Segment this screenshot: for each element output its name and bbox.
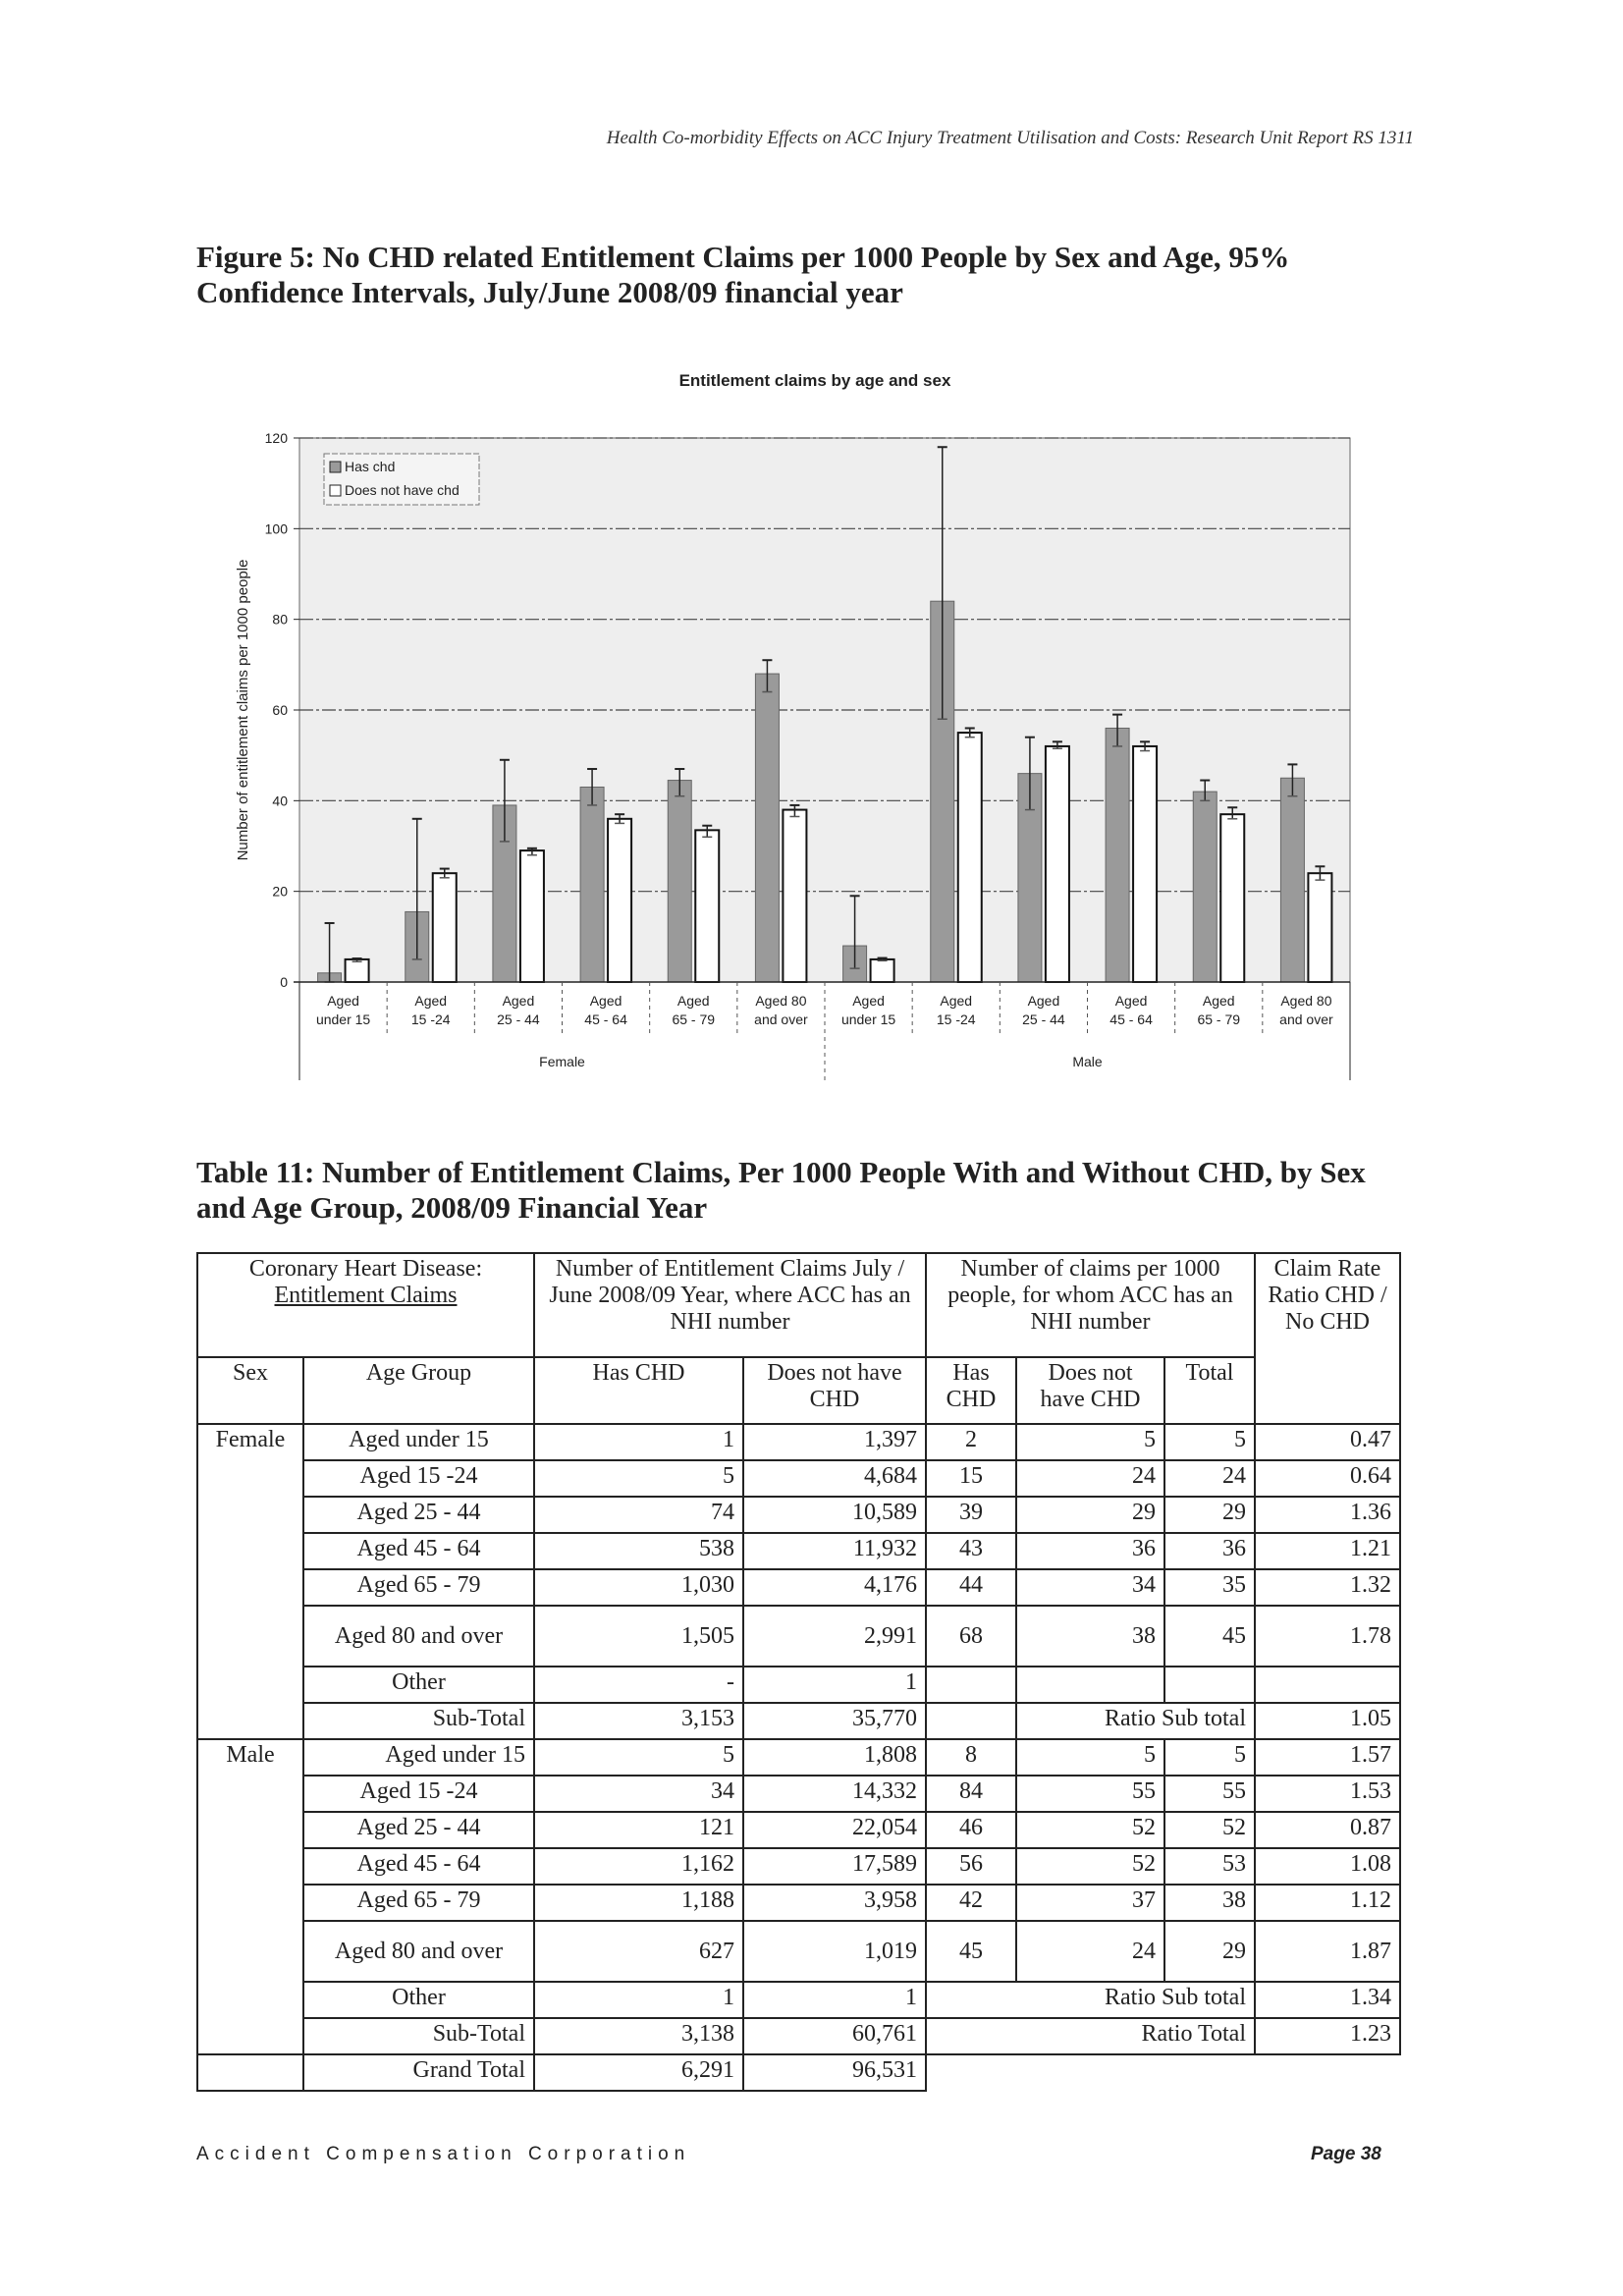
- rate-ratio-cell: 1.36: [1255, 1497, 1400, 1533]
- bar-no-chd: [608, 819, 631, 982]
- x-category-label: Aged 80: [1280, 993, 1332, 1009]
- no-chd-rate-cell: 29: [1016, 1497, 1164, 1533]
- age-group-cell: Aged 80 and over: [303, 1606, 534, 1667]
- y-tick-label: 120: [264, 430, 288, 446]
- running-header: Health Co-morbidity Effects on ACC Injury Treatment Utilisation and Costs: Research Unit Report RS 1311: [606, 128, 1414, 148]
- no-chd-count-cell: 2,991: [743, 1606, 926, 1667]
- header-chd-title: Coronary Heart Disease:: [248, 1256, 483, 1282]
- table-row-other: [197, 1982, 1400, 2018]
- no-chd-count-cell: 11,932: [743, 1533, 926, 1569]
- age-group-cell: Other: [303, 1982, 534, 2018]
- has-chd-rate-cell: 39: [926, 1497, 1016, 1533]
- table-row: [197, 1606, 1400, 1667]
- claims-table: [196, 1252, 1401, 2092]
- x-category-label: Aged: [1114, 993, 1148, 1009]
- no-chd-rate-cell: 24: [1016, 1460, 1164, 1497]
- has-chd-count-cell: 1,505: [534, 1606, 743, 1667]
- total-rate-cell: 36: [1164, 1533, 1255, 1569]
- table-row: [197, 1533, 1400, 1569]
- age-group-cell: Other: [303, 1667, 534, 1703]
- blank-cell: [1016, 2054, 1164, 2091]
- total-rate-cell: 24: [1164, 1460, 1255, 1497]
- x-category-label: and over: [1279, 1011, 1333, 1027]
- empty-cell: [1164, 1667, 1255, 1703]
- bar-chart: [226, 422, 1365, 1110]
- table-row: [197, 1569, 1400, 1606]
- no-chd-count-cell: 1,019: [743, 1921, 926, 1982]
- legend-label: Has chd: [345, 459, 396, 474]
- bar-has-chd: [1193, 792, 1217, 982]
- total-rate-cell: 5: [1164, 1739, 1255, 1776]
- no-chd-count-cell: 17,589: [743, 1848, 926, 1885]
- has-chd-count-cell: 1: [534, 1982, 743, 2018]
- age-group-cell: Aged under 15: [303, 1424, 534, 1460]
- no-chd-count-cell: 35,770: [743, 1703, 926, 1739]
- rate-ratio-cell: 1.05: [1255, 1703, 1400, 1739]
- total-rate-cell: 55: [1164, 1776, 1255, 1812]
- age-group-cell: Aged 15 -24: [303, 1776, 534, 1812]
- grand-total-label-cell: Grand Total: [303, 2054, 534, 2091]
- legend-swatch-no-chd: [330, 485, 341, 496]
- table-row-other: [197, 1667, 1400, 1703]
- table-row-subtotal: [197, 2018, 1400, 2054]
- total-rate-cell: 29: [1164, 1921, 1255, 1982]
- no-chd-count-cell: 1: [743, 1667, 926, 1703]
- sex-cell: Female: [197, 1424, 303, 1739]
- has-chd-count-cell: 74: [534, 1497, 743, 1533]
- legend-label: Does not have chd: [345, 482, 460, 498]
- has-chd-rate-cell: 68: [926, 1606, 1016, 1667]
- table-caption: Table 11: Number of Entitlement Claims, Per 1000 People With and Without CHD, by Sex and Age Group, 2008/09 Financial Year: [196, 1155, 1366, 1225]
- x-category-label: 45 - 64: [1109, 1011, 1153, 1027]
- y-tick-label: 100: [264, 520, 288, 537]
- table-row: [197, 1460, 1400, 1497]
- chart-svg: [226, 422, 1365, 1110]
- rate-ratio-cell: 1.08: [1255, 1848, 1400, 1885]
- no-chd-rate-cell: 36: [1016, 1533, 1164, 1569]
- x-category-label: 15 -24: [410, 1011, 451, 1027]
- x-category-label: under 15: [840, 1011, 896, 1027]
- header-claims-rate: Number of claims per 1000 people, for whom ACC has an NHI number: [926, 1253, 1255, 1357]
- table-header-row-2: [197, 1357, 1400, 1424]
- has-chd-count-cell: 3,153: [534, 1703, 743, 1739]
- chart-title: Entitlement claims by age and sex: [678, 371, 951, 390]
- age-group-cell: Aged under 15: [303, 1739, 534, 1776]
- total-rate-cell: 53: [1164, 1848, 1255, 1885]
- rate-ratio-cell: 1.34: [1255, 1982, 1400, 2018]
- has-chd-count-cell: -: [534, 1667, 743, 1703]
- has-chd-rate-cell: 2: [926, 1424, 1016, 1460]
- x-category-label: under 15: [315, 1011, 371, 1027]
- has-chd-rate-cell: 8: [926, 1739, 1016, 1776]
- x-category-label: Aged: [414, 993, 448, 1009]
- header-age-group: Age Group: [303, 1357, 534, 1424]
- no-chd-count-cell: 10,589: [743, 1497, 926, 1533]
- no-chd-count-cell: 4,176: [743, 1569, 926, 1606]
- no-chd-count-cell: 60,761: [743, 2018, 926, 2054]
- ratio-label-cell: Ratio Total: [926, 2018, 1255, 2054]
- ratio-label-cell: Ratio Sub total: [926, 1982, 1255, 2018]
- y-tick-label: 20: [272, 883, 288, 900]
- has-chd-count-cell: 121: [534, 1812, 743, 1848]
- no-chd-rate-cell: 5: [1016, 1739, 1164, 1776]
- age-group-cell: Aged 25 - 44: [303, 1497, 534, 1533]
- bar-no-chd: [346, 959, 369, 982]
- rate-ratio-cell: 1.12: [1255, 1885, 1400, 1921]
- legend-swatch-has-chd: [330, 462, 341, 472]
- no-chd-rate-cell: 52: [1016, 1812, 1164, 1848]
- has-chd-rate-cell: 42: [926, 1885, 1016, 1921]
- x-category-label: Aged: [1202, 993, 1235, 1009]
- no-chd-count-cell: 96,531: [743, 2054, 926, 2091]
- table-row: [197, 1739, 1400, 1776]
- has-chd-rate-cell: 84: [926, 1776, 1016, 1812]
- no-chd-count-cell: 1,808: [743, 1739, 926, 1776]
- bar-no-chd: [1046, 746, 1069, 982]
- ratio-label-cell: Ratio Sub total: [1016, 1703, 1255, 1739]
- bar-no-chd: [871, 959, 894, 982]
- x-category-label: 65 - 79: [1197, 1011, 1241, 1027]
- bar-no-chd: [783, 810, 806, 982]
- has-chd-rate-cell: 43: [926, 1533, 1016, 1569]
- has-chd-count-cell: 34: [534, 1776, 743, 1812]
- x-category-label: 15 -24: [936, 1011, 976, 1027]
- x-group-label: Female: [539, 1054, 585, 1069]
- rate-ratio-cell: 1.53: [1255, 1776, 1400, 1812]
- age-group-cell: Aged 15 -24: [303, 1460, 534, 1497]
- x-category-label: 45 - 64: [584, 1011, 627, 1027]
- has-chd-count-cell: 627: [534, 1921, 743, 1982]
- no-chd-count-cell: 1,397: [743, 1424, 926, 1460]
- footer-page-number: Page 38: [1311, 2144, 1381, 2164]
- rate-ratio-cell: 1.21: [1255, 1533, 1400, 1569]
- has-chd-count-cell: 5: [534, 1460, 743, 1497]
- subtotal-label-cell: Sub-Total: [303, 1703, 534, 1739]
- header-rate-no-chd: Does not have CHD: [1016, 1357, 1164, 1424]
- header-has-chd: Has CHD: [534, 1357, 743, 1424]
- x-category-label: and over: [754, 1011, 808, 1027]
- no-chd-count-cell: 22,054: [743, 1812, 926, 1848]
- bar-no-chd: [520, 850, 544, 982]
- has-chd-count-cell: 538: [534, 1533, 743, 1569]
- empty-cell: [1255, 1667, 1400, 1703]
- x-category-label: 65 - 79: [672, 1011, 716, 1027]
- no-chd-count-cell: 14,332: [743, 1776, 926, 1812]
- bar-no-chd: [958, 733, 982, 982]
- empty-cell: [1016, 1667, 1164, 1703]
- total-rate-cell: 35: [1164, 1569, 1255, 1606]
- header-sex: Sex: [197, 1357, 303, 1424]
- has-chd-count-cell: 1,188: [534, 1885, 743, 1921]
- x-category-label: Aged: [852, 993, 885, 1009]
- y-tick-label: 60: [272, 702, 288, 718]
- has-chd-rate-cell: 46: [926, 1812, 1016, 1848]
- x-category-label: 25 - 44: [1022, 1011, 1065, 1027]
- rate-ratio-cell: 1.32: [1255, 1569, 1400, 1606]
- total-rate-cell: 38: [1164, 1885, 1255, 1921]
- no-chd-rate-cell: 38: [1016, 1606, 1164, 1667]
- x-group-label: Male: [1072, 1054, 1103, 1069]
- age-group-cell: Aged 25 - 44: [303, 1812, 534, 1848]
- table-row: [197, 1424, 1400, 1460]
- total-rate-cell: 52: [1164, 1812, 1255, 1848]
- age-group-cell: Aged 80 and over: [303, 1921, 534, 1982]
- blank-cell: [926, 2054, 1016, 2091]
- bar-no-chd: [1308, 873, 1331, 982]
- y-tick-label: 0: [280, 974, 288, 990]
- no-chd-rate-cell: 37: [1016, 1885, 1164, 1921]
- total-rate-cell: 29: [1164, 1497, 1255, 1533]
- rate-ratio-cell: 0.64: [1255, 1460, 1400, 1497]
- no-chd-count-cell: 1: [743, 1982, 926, 2018]
- has-chd-count-cell: 1,162: [534, 1848, 743, 1885]
- no-chd-rate-cell: 5: [1016, 1424, 1164, 1460]
- rate-ratio-cell: 0.87: [1255, 1812, 1400, 1848]
- has-chd-count-cell: 1,030: [534, 1569, 743, 1606]
- x-category-label: 25 - 44: [497, 1011, 540, 1027]
- has-chd-count-cell: 6,291: [534, 2054, 743, 2091]
- rate-ratio-cell: 1.78: [1255, 1606, 1400, 1667]
- empty-cell: [197, 2054, 303, 2091]
- bar-no-chd: [1220, 814, 1244, 982]
- table-row: [197, 1812, 1400, 1848]
- rate-ratio-cell: 1.23: [1255, 2018, 1400, 2054]
- header-rate-ratio: Claim Rate Ratio CHD / No CHD: [1255, 1253, 1400, 1424]
- subtotal-label-cell: Sub-Total: [303, 2018, 534, 2054]
- has-chd-count-cell: 3,138: [534, 2018, 743, 2054]
- y-axis-label: Number of entitlement claims per 1000 people: [235, 559, 251, 861]
- header-no-chd: Does not have CHD: [743, 1357, 926, 1424]
- figure-caption: Figure 5: No CHD related Entitlement Claims per 1000 People by Sex and Age, 95% Confidence Intervals, July/June 2008/09 financial year: [196, 240, 1290, 309]
- table-row-subtotal: [197, 1703, 1400, 1739]
- table-row: [197, 1776, 1400, 1812]
- has-chd-count-cell: 5: [534, 1739, 743, 1776]
- bar-has-chd: [668, 781, 691, 982]
- footer-organisation: Accident Compensation Corporation: [196, 2144, 691, 2164]
- no-chd-rate-cell: 24: [1016, 1921, 1164, 1982]
- empty-cell: [926, 1703, 1016, 1739]
- x-category-label: Aged: [1027, 993, 1060, 1009]
- has-chd-rate-cell: 44: [926, 1569, 1016, 1606]
- sex-cell: Male: [197, 1739, 303, 2054]
- x-category-label: Aged: [676, 993, 710, 1009]
- age-group-cell: Aged 65 - 79: [303, 1569, 534, 1606]
- bar-no-chd: [695, 830, 719, 982]
- bar-no-chd: [433, 873, 457, 982]
- header-chd-subtitle: Entitlement Claims: [274, 1283, 458, 1308]
- header-rate-has-chd: Has CHD: [926, 1357, 1016, 1424]
- header-rate-total: Total: [1164, 1357, 1255, 1424]
- has-chd-rate-cell: 56: [926, 1848, 1016, 1885]
- bar-has-chd: [580, 787, 604, 982]
- rate-ratio-cell: 0.47: [1255, 1424, 1400, 1460]
- bar-no-chd: [1133, 746, 1157, 982]
- table-row: [197, 1848, 1400, 1885]
- table-row: [197, 1885, 1400, 1921]
- no-chd-rate-cell: 34: [1016, 1569, 1164, 1606]
- empty-cell: [926, 1667, 1016, 1703]
- blank-cell: [1255, 2054, 1400, 2091]
- table-header-row-1: [197, 1253, 1400, 1357]
- table-row-grand-total: [197, 2054, 1400, 2091]
- rate-ratio-cell: 1.57: [1255, 1739, 1400, 1776]
- age-group-cell: Aged 45 - 64: [303, 1533, 534, 1569]
- has-chd-rate-cell: 15: [926, 1460, 1016, 1497]
- has-chd-rate-cell: 45: [926, 1921, 1016, 1982]
- age-group-cell: Aged 45 - 64: [303, 1848, 534, 1885]
- y-tick-label: 40: [272, 793, 288, 809]
- table-row: [197, 1921, 1400, 1982]
- total-rate-cell: 5: [1164, 1424, 1255, 1460]
- age-group-cell: Aged 65 - 79: [303, 1885, 534, 1921]
- x-category-label: Aged: [940, 993, 973, 1009]
- rate-ratio-cell: 1.87: [1255, 1921, 1400, 1982]
- has-chd-count-cell: 1: [534, 1424, 743, 1460]
- x-category-label: Aged 80: [755, 993, 807, 1009]
- bar-has-chd: [755, 674, 779, 982]
- no-chd-count-cell: 3,958: [743, 1885, 926, 1921]
- bar-has-chd: [1280, 778, 1304, 982]
- x-category-label: Aged: [589, 993, 622, 1009]
- no-chd-rate-cell: 55: [1016, 1776, 1164, 1812]
- total-rate-cell: 45: [1164, 1606, 1255, 1667]
- table-row: [197, 1497, 1400, 1533]
- bar-has-chd: [1106, 728, 1129, 982]
- header-claims-count: Number of Entitlement Claims July / June 2008/09 Year, where ACC has an NHI number: [534, 1253, 926, 1357]
- y-tick-label: 80: [272, 611, 288, 628]
- x-category-label: Aged: [327, 993, 359, 1009]
- blank-cell: [1164, 2054, 1255, 2091]
- no-chd-rate-cell: 52: [1016, 1848, 1164, 1885]
- no-chd-count-cell: 4,684: [743, 1460, 926, 1497]
- x-category-label: Aged: [502, 993, 535, 1009]
